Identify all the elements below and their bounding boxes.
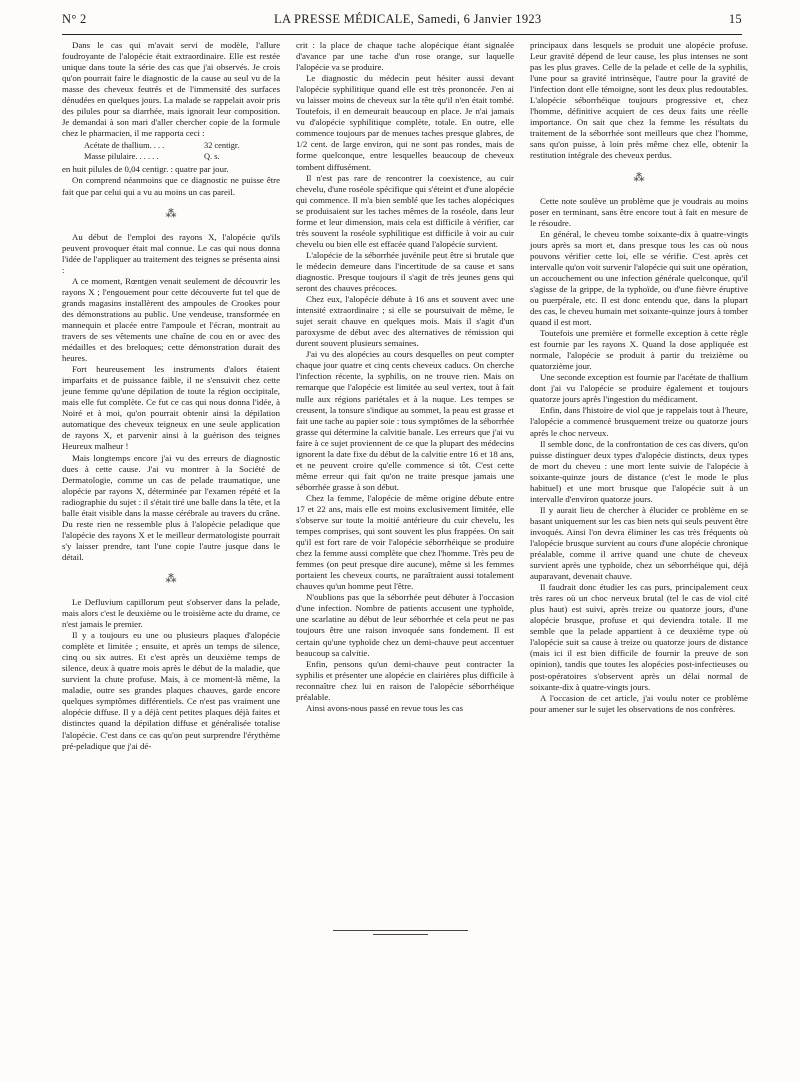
paragraph: Toutefois une première et formelle exception à cette règle est fournie par les rayons X. Quand la dose appliquée est normale, l'alopécie se produit à partir du treizième ou quatorzième jour. [530,328,748,372]
paragraph: Fort heureusement les instruments d'alors étaient imparfaits et de puissance faible, il ne s'ensuivit chez cette jeune femme qu'une dépilation de toute la région occipitale, mais elle fut complète. Ce fut ce cas qui nous donna l'idée, à Noiré et à moi, qu'on pourrait obtenir ainsi la dépilation automatique des cheveux teigneux en une seule application de rayons X, et parvenir ainsi à la guérison des teignes Heureux malheur ! [62,364,280,452]
paragraph: On comprend néanmoins que ce diagnostic ne puisse être fait que par celui qui a vu au moins un cas pareil. [62,175,280,197]
paragraph: Enfin, pensons qu'un demi-chauve peut contracter la syphilis et présenter une alopécie en clairières plus difficile à reconnaître chez lui en raison de l'alopécie séborrhéique préalable. [296,658,514,702]
formula-row: Acétate de thallium. . . . 32 centigr. [84,141,240,151]
paragraph: Cette note soulève un problème que je voudrais au moins poser en terminant, sans être encore tout à fait en mesure de le résoudre. [530,195,748,228]
paragraph: principaux dans lesquels se produit une alopécie profuse. Leur gravité dépend de leur cause, les plus intenses ne sont pas les plus graves. Celle de la pelade et celle de la syphilis, l'une pour sa gravité intrinsèque, l'autre pour la gravité de l'infection dont elle témoigne, sont les deux plus redoutables. L'alopécie séborrhéique toujours progressive et, chez l'homme, définitive acquiert de ces deux faits une réelle importance. On sait que chez la femme les résultats du traitement de la séborrhée sont meilleurs que chez l'homme, sans qu'on puisse, à loin près même chez elle, obtenir la restitution intégrale des cheveux perdus. [530,40,748,161]
paragraph: L'alopécie de la séborrhée juvénile peut être si brutale que le médecin demeure dans l'incertitude de sa cause et sans diagnostic. Presque toujours il s'agit de très jeunes gens qui seront des chauves précoces. [296,249,514,294]
paragraph: Dans le cas qui m'avait servi de modèle, l'allure foudroyante de l'alopécie était extraordinaire. Elle est restée unique dans toute la série des cas que j'ai observés. Je crois qu'on pourrait faire le diagnostic de la cause au seul vu de la masse des cheveux feutrés et de l'immensité des surfaces dénudées en quelques jours. La malade se rappelait avoir pris des pilules pour sa diarrhée, mais ignorait leur composition. Je demandai à son mari d'aller chercher copie de la formule chez le pharmacien, il me rapporta ceci : [62,40,280,139]
end-rule [333,930,468,931]
paragraph: Il faudrait donc étudier les cas purs, principalement ceux très rares où un choc nerveux brutal (tel le cas de viol cité plus haut) est suivi, après treize ou quatorze jours, d'une alopécie brusque, profuse et qui deviendra totale. Il me semble que la pelade appartient à ce deuxième type où l'alopécie suit sa cause à treize ou quatorze jours de distance (mais ici il est bien difficile de fournir la preuve de son opinion), tandis que toutes les alopécies post-infectieuses ou post-opératoires s'observent après un délai normal de soixante-dix à quatre-vingts jours. [530,582,748,692]
formula [84,141,280,162]
end-rule-short [373,934,428,935]
paragraph: Au début de l'emploi des rayons X, l'alopécie qu'ils peuvent provoquer était mal connue. Le cas qui nous donna l'idée de l'appliquer au traitement des teignes se présenta ainsi : [62,231,280,275]
paragraph: crit : la place de chaque tache alopécique étant signalée d'avance par une tache d'un rose orange, sur laquelle l'alopécie va se produire. [296,40,514,73]
section-separator: ⁂ [165,207,177,220]
paragraph: Chez la femme, l'alopécie de même origine débute entre 17 et 22 ans, mais elle est moins exclusivement limitée, elle s'observe sur toute la moitié antérieure du cuir chevelu, les tempes comprises, qui sont souvent les plus frappées. On sait qu'il est fort rare de voir l'alopécie séborrhéique se produire chez la femme aussi complète que chez l'homme. Très peu de femmes (on peut presque dire aucune), même si les femmes portaient les cheveux courts, ne paraîtraient aussi totalement chauves qu'un homme peut l'être. [296,492,514,592]
paragraph: Ainsi avons-nous passé en revue tous les cas [306,702,464,713]
paragraph: Une seconde exception est fournie par l'acétate de thallium dont j'ai vu l'alopécie se produire également et toujours quatorze jours après l'ingestion du médicament. [530,372,748,405]
paragraph: Il y aurait lieu de chercher à élucider ce problème en se basant uniquement sur les cas bien nets qui seuls peuvent être invoqués. Ainsi l'on devra éliminer les cas très fréquents où l'alopécie brusque survient au cours d'une alopécie chronique préalable, comme il arrive quand une chute de cheveux survient après une typhoïde, chez un séborrhéique qui, déjà auparavant, devenait chauve. [530,504,748,582]
paragraph: Le diagnostic du médecin peut hésiter aussi devant l'alopécie syphilitique quand elle est très prononcée. J'en ai vu laisser moins de cheveux sur la tête qu'il n'en était tombé. Toutefois, il en demeurait beaucoup en place. Je n'ai jamais vu d'alopécie syphilitique complète, totale. En outre, elle commence toujours par de menues taches presque glabres, de 1/2 cent. de large environ, qui ne sont pas rondes, mais de forme quelconque, entre lesquelles beaucoup de cheveux tombent diffusément. [296,73,514,172]
paragraph: Mais longtemps encore j'ai vu des erreurs de diagnostic dues à cette cause. J'ai vu montrer à la Société de Dermatologie, comme un cas de pelade traumatique, une alopécie par rayons X, déterminée par l'examen répété et la radiographie du sujet : il s'était tiré une balle dans la tête, et la balle était visible dans la masse cérébrale au travers du crâne. Du reste rien ne ressemble plus à l'alopécie peladique que l'alopécie des rayons X et le meilleur dermatologiste pourrait s'y laisser prendre, tant l'une copie l'autre jusque dans le détail. [62,452,280,562]
paragraph: Le Defluvium capillorum peut s'observer dans la pelade, mais alors c'est le deuxième ou le troisième acte du drame, ce n'est jamais le premier. [62,596,280,630]
page-number: 15 [728,12,742,26]
column-2 [296,40,514,714]
paragraph: En général, le cheveu tombe soixante-dix à quatre-vingts jours après sa mort et, dans presque tous les cas où nous pouvons vérifier cette loi, elle se vérifie. C'est après cet intervalle qu'on voit survenir l'alopécie qui suit une opération, un accouchement ou une infection générale quelconque, qu'il s'agisse de la grippe, de la typhoïde, ou d'une fièvre éruptive ou puerpérale, etc. Il est donc entendu que, dans la plupart des cas, le cheveu humain met soixante-quinze jours à tomber quand il est mort. [530,228,748,328]
paragraph: Il semble donc, de la confrontation de ces cas divers, qu'on puisse distinguer deux types d'alopécie distincts, deux types de mort du cheveu : une mort lente suivie de l'alopécie à soixante-quinze jours de distance (c'est le mode le plus habituel) et une mort brusque que l'alopécie suit à un intervalle d'environ quatorze jours. [530,438,748,504]
column-3 [530,40,748,715]
paragraph: Il n'est pas rare de rencontrer la coexistence, au cuir chevelu, d'une roséole spécifique qui s'éteint et d'une alopécie qui commence. Il m'a bien semblé que les taches alopéciques se produisaient sur les taches mêmes de la roséole, dans leur forme et leur dimension, mais cela est difficile à vérifier, car très souvent la roséole syphilitique est difficile à voir au cuir chevelu ou bien elle est effacée quand l'alopécie survient. [296,172,514,249]
paragraph: Chez eux, l'alopécie débute à 16 ans et souvent avec une intensité extraordinaire ; si elle se poursuivait de même, le sujet serait chauve en quelques mois. Mais il s'agit d'un paroxysme de début avec des alternatives de rémission qui durent souvent plusieurs semaines. [296,294,514,349]
formula-row: Masse pilulaire. . . . . . Q. s. [84,151,220,161]
paragraph: A ce moment, Rœntgen venait seulement de découvrir les rayons X ; l'engouement pour cette découverte fut tel que de grands magasins installèrent des ampoules de Crookes pour des démonstrations au public. Une vendeuse, transformée en mannequin et placée entre l'ampoule et l'écran, montrait au travers de ses vêtements une chaîne de cou en or avec des médailles et des breloques; cette démonstration durait des heures. [62,275,280,364]
paragraph: en huit pilules de 0,04 centigr. : quatre par jour. [62,164,229,175]
column-1 [62,40,280,752]
paragraph: Enfin, dans l'histoire de viol que je rappelais tout à l'heure, l'alopécie a commencé brusquement treize ou quatorze jours après le choc nerveux. [530,405,748,438]
page-header [62,12,742,34]
paragraph: N'oublions pas que la séborrhée peut débuter à l'occasion d'une infection. Nombre de patients accusent une typhoïde, une scarlatine au début de leur séborrhée et cela peut ne pas toujours être une raison invoquée sans fondement. Il est certain qu'une typhoïde chez un demi-chauve peut accentuer beaucoup sa calvitie. [296,592,514,658]
section-separator: ⁂ [165,572,177,585]
journal-title: LA PRESSE MÉDICALE, Samedi, 6 Janvier 1923 [274,12,542,26]
paragraph: A l'occasion de cet article, j'ai voulu noter ce problème pour amener sur le sujet les observations de nos confrères. [530,692,748,714]
paragraph: J'ai vu des alopécies au cours desquelles on peut compter chaque jour quatre et cinq cents cheveux caducs. On cherche l'infection récente, la syphilis, on ne trouve rien. Mais on remarque que l'alopécie est limitée au seul vertex, tout à fait nulle aux régions pariétales et à la nuque. Les tempes se creusent, la tonsure s'indique au sommet, la peau est grasse et fait une tache au papier soie : tous symptômes de la séborrhée grasse qui détermine la calvitie banale. Les erreurs que j'ai vu faire à ce sujet proviennent de ce que la plupart des médecins ignorent la date fixe du début de la calvitie entre 16 et 18 ans, et ne peuvent croire qu'elle commence si tôt. C'est cette même erreur qui fait qu'on ne traite presque jamais une séborrhée grasse à son début. [296,349,514,492]
header-rule [62,34,742,35]
section-separator: ⁂ [633,171,645,184]
issue-number: N° 2 [62,12,87,26]
paragraph: Il y a toujours eu une ou plusieurs plaques d'alopécie complète et limitée ; ensuite, et après un temps de silence, cinq ou six autres. Et c'est après un deuxième temps de silence, deux à quatre mois après le début de la maladie, que survient la chute profuse. Mais, à ce moment-là même, la maladie, outre ses grandes plaques chauves, garde encore quelques symptômes différentiels. Ce n'est pas vraiment une alopécie diffuse. Il y a déjà cent petites plaques déjà faites et distinctes quand la dépilation diffuse et généralisée totalise l'alopécie. C'est dans ce cas qu'on peut surprendre l'érythème pré-peladique que j'ai dé- [62,630,280,751]
